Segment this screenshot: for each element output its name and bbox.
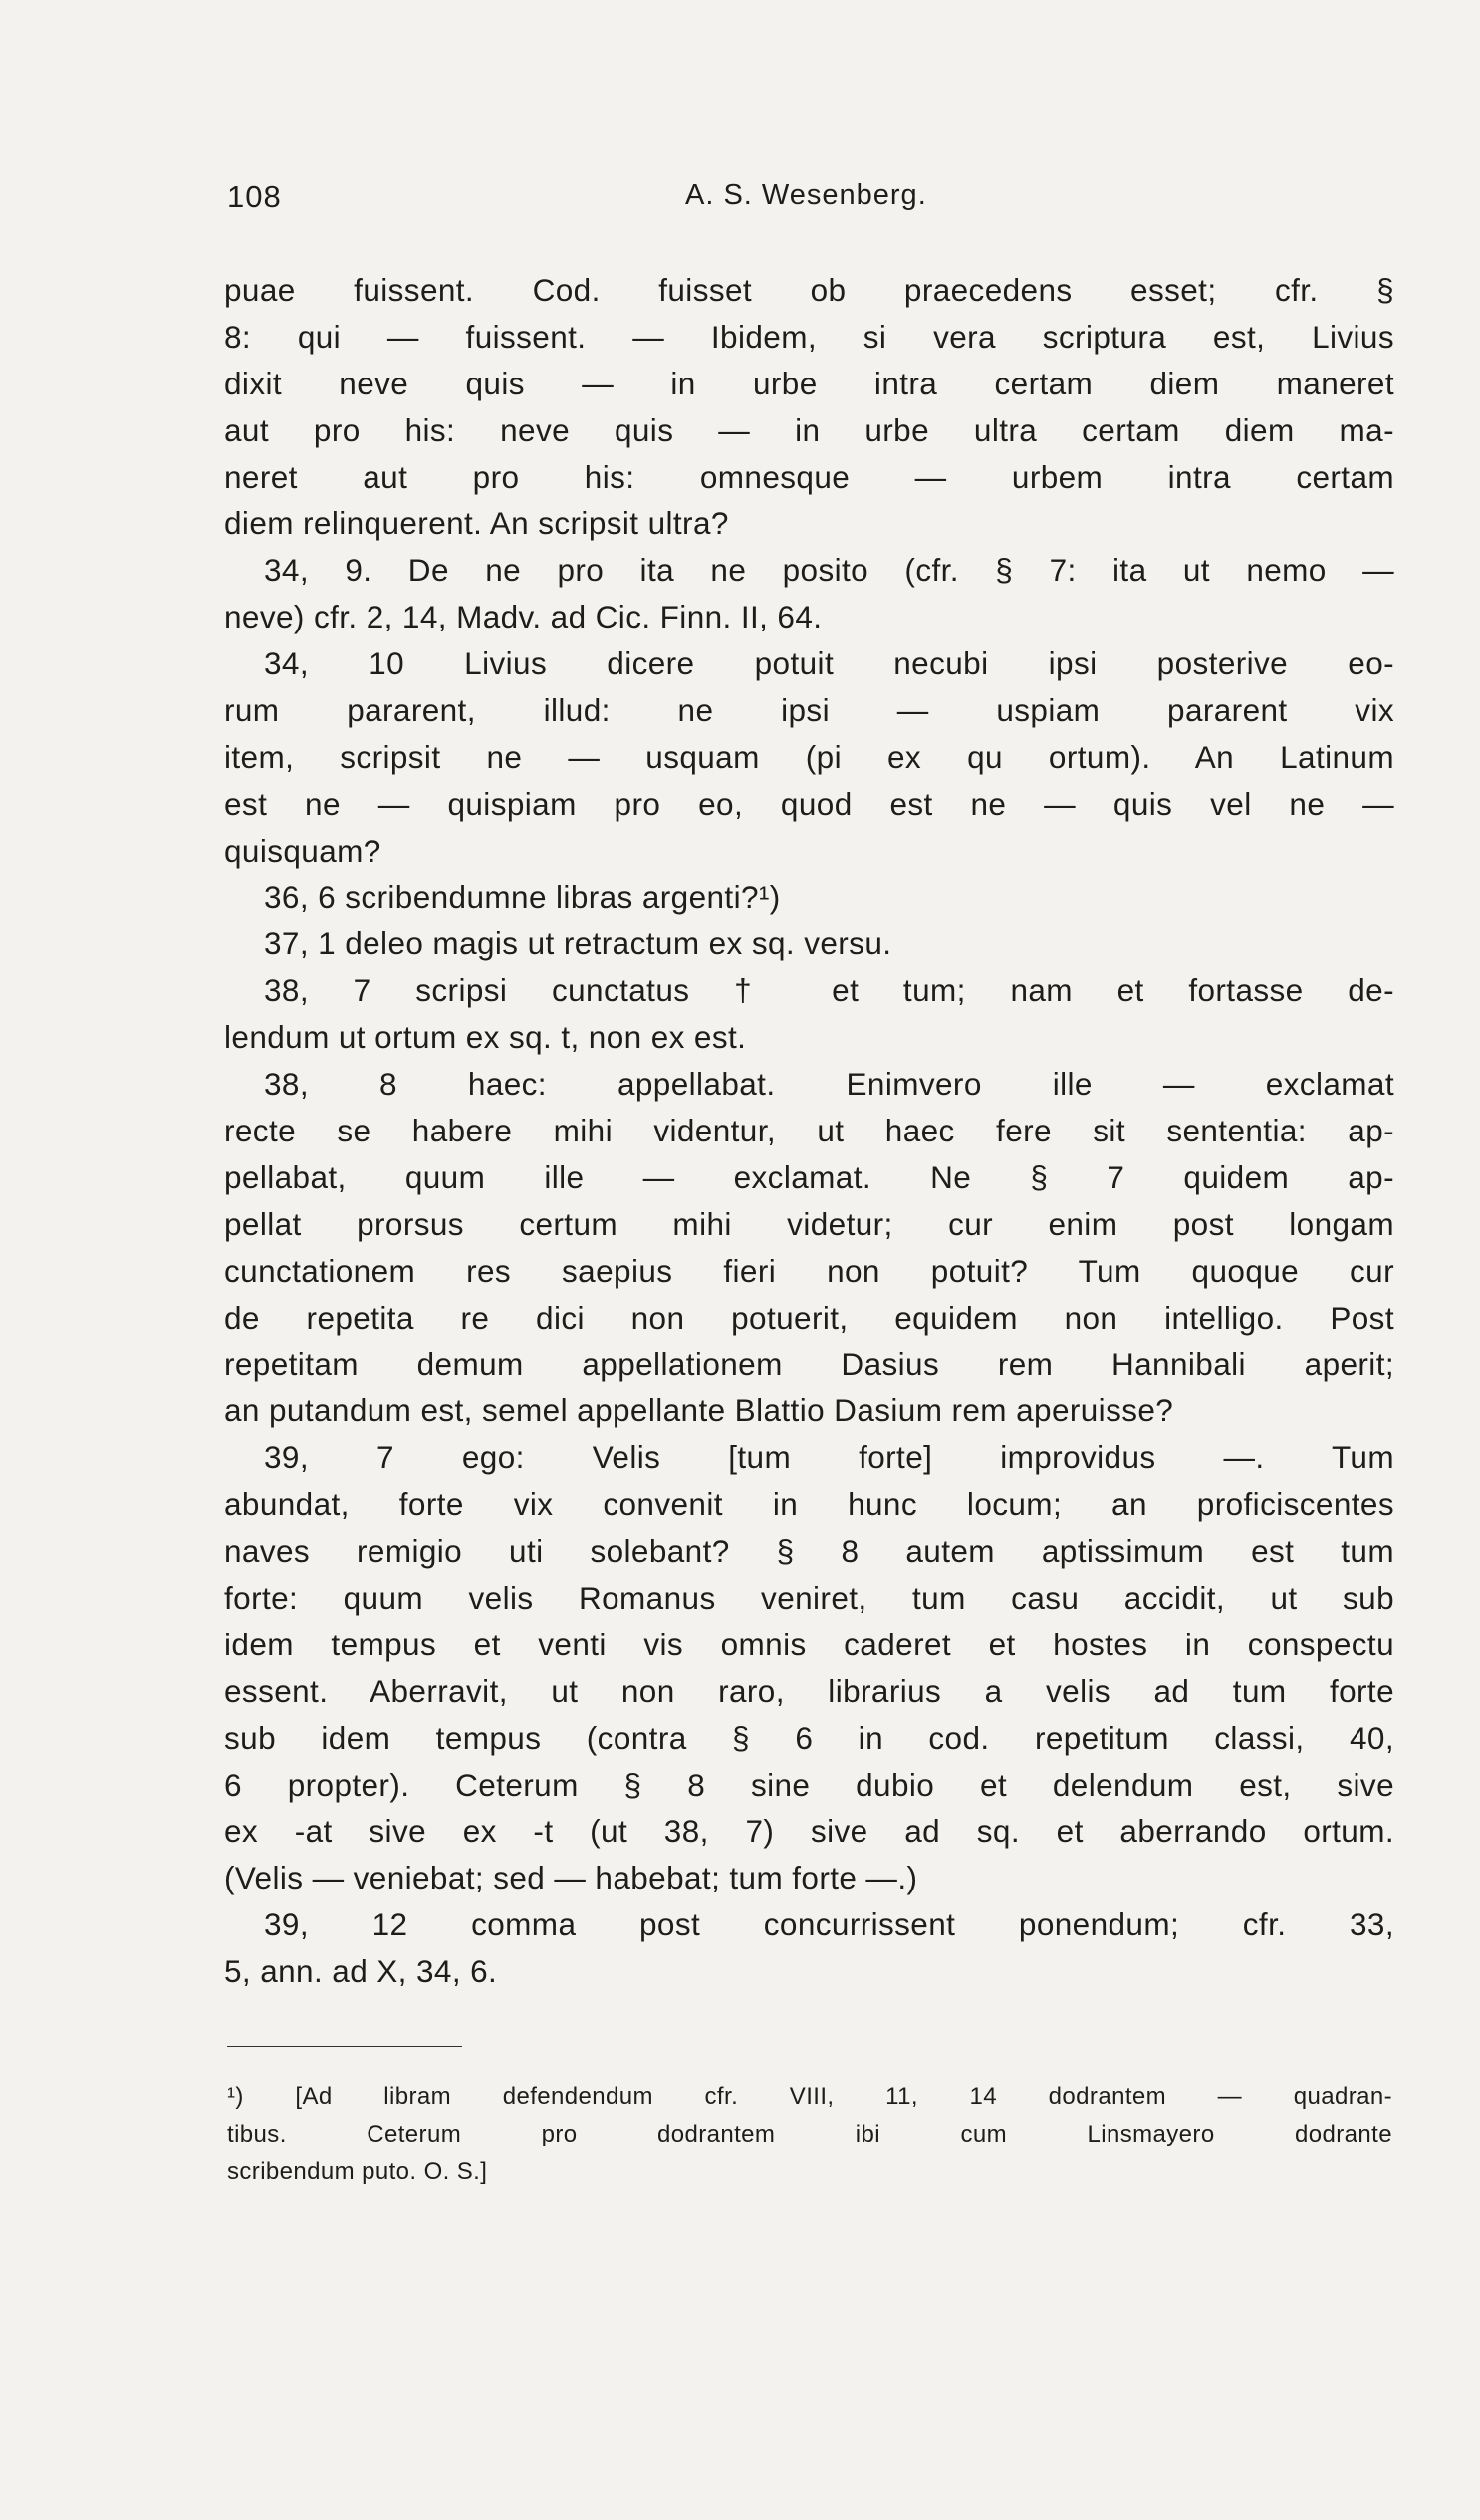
text-line (224, 1295, 1394, 1342)
text-line-content: repetitam demum appellationem Dasius rem Hannibali aperit; (224, 1346, 1394, 1383)
text-line (224, 828, 1394, 875)
text-line (224, 1715, 1394, 1762)
text-line (224, 500, 1394, 547)
text-line-content: recte se habere mihi videntur, ut haec fere sit sententia: ap- (224, 1113, 1394, 1149)
text-line (224, 361, 1394, 407)
running-head: A. S. Wesenberg. (685, 179, 927, 211)
text-line-content: pellabat, quum ille — exclamat. Ne § 7 quidem ap- (224, 1158, 1394, 1195)
text-line-content: neret aut pro his: omnesque — urbem intra certam (224, 458, 1394, 495)
text-line (224, 687, 1394, 734)
text-line (224, 640, 1394, 687)
text-line (224, 1668, 1394, 1715)
text-line-content: essent. Aberravit, ut non raro, librarius a velis ad tum forte (224, 1672, 1394, 1709)
text-line-content: naves remigio uti solebant? § 8 autem aptissimum est tum (224, 1533, 1394, 1570)
text-line (224, 1901, 1394, 1948)
page-header (227, 179, 1392, 229)
text-line (224, 594, 1394, 640)
text-line-content: dixit neve quis — in urbe intra certam diem maneret (224, 365, 1394, 401)
text-line-content: puae fuissent. Cod. fuisset ob praecedens esset; cfr. § (224, 272, 1394, 308)
footnote (227, 2078, 1392, 2191)
text-line-content: 39, 12 comma post concurrissent ponendum; cfr. 33, (264, 1906, 1394, 1943)
text-line (224, 1154, 1394, 1201)
text-line-content: 34, 9. De ne pro ita ne posito (cfr. § 7: ita ut nemo — (264, 552, 1394, 589)
text-line (224, 547, 1394, 594)
text-line-content: quisquam? (224, 832, 381, 869)
text-line (227, 2078, 1392, 2116)
text-line-content: forte: quum velis Romanus veniret, tum casu accidit, ut sub (224, 1579, 1394, 1616)
text-line (224, 1622, 1394, 1668)
text-line (224, 734, 1394, 781)
text-line-content: 8: qui — fuissent. — Ibidem, si vera scriptura est, Livius (224, 318, 1394, 355)
text-line-content: pellat prorsus certum mihi videtur; cur enim post longam (224, 1205, 1394, 1242)
text-line-content: diem relinquerent. An scripsit ultra? (224, 505, 729, 542)
text-line-content: sub idem tempus (contra § 6 in cod. repetitum classi, 40, (224, 1719, 1394, 1756)
page-number: 108 (227, 179, 282, 214)
text-line (224, 267, 1394, 314)
text-line (224, 781, 1394, 828)
text-line (224, 1762, 1394, 1809)
text-line (224, 1341, 1394, 1387)
text-line-content: abundat, forte vix convenit in hunc locum; an proficiscentes (224, 1486, 1394, 1523)
text-line (227, 2153, 1392, 2191)
text-line (224, 875, 1394, 921)
text-line-content: ex -at sive ex -t (ut 38, 7) sive ad sq. et aberrando ortum. (224, 1813, 1394, 1850)
text-line (227, 2116, 1392, 2153)
text-line (224, 1948, 1394, 1995)
text-line (224, 920, 1394, 967)
text-line (224, 1061, 1394, 1108)
text-line (224, 1575, 1394, 1622)
text-line-content: an putandum est, semel appellante Blattio Dasium rem aperuisse? (224, 1392, 1174, 1429)
text-line-content: ¹) [Ad libram defendendum cfr. VIII, 11, 14 dodrantem — quadran- (227, 2083, 1392, 2110)
text-line-content: 34, 10 Livius dicere potuit necubi ipsi posterive eo- (264, 645, 1394, 682)
text-line-content: aut pro his: neve quis — in urbe ultra certam diem ma- (224, 411, 1394, 448)
text-line-content: item, scripsit ne — usquam (pi ex qu ortum). An Latinum (224, 738, 1394, 775)
body-text (224, 267, 1394, 1995)
text-line-content: scribendum puto. O. S.] (227, 2158, 488, 2185)
text-line-content: cunctationem res saepius fieri non potuit? Tum quoque cur (224, 1252, 1394, 1289)
text-line (224, 1201, 1394, 1248)
text-line-content: est ne — quispiam pro eo, quod est ne — quis vel ne — (224, 785, 1394, 822)
text-line (224, 967, 1394, 1014)
text-line-content: lendum ut ortum ex sq. t, non ex est. (224, 1019, 747, 1056)
text-line (224, 1248, 1394, 1295)
text-line (224, 1808, 1394, 1855)
text-line (224, 1481, 1394, 1528)
text-line-content: 37, 1 deleo magis ut retractum ex sq. versu. (264, 925, 892, 962)
text-line (224, 314, 1394, 361)
text-line-content: neve) cfr. 2, 14, Madv. ad Cic. Finn. II, 64. (224, 599, 823, 635)
text-line-content: 5, ann. ad X, 34, 6. (224, 1953, 498, 1990)
text-line-content: de repetita re dici non potuerit, equidem non intelligo. Post (224, 1299, 1394, 1336)
text-line (224, 1855, 1394, 1901)
text-line-content: 36, 6 scribendumne libras argenti?¹) (264, 879, 781, 915)
text-line-content: (Velis — veniebat; sed — habebat; tum forte —.) (224, 1860, 918, 1896)
text-line (224, 1014, 1394, 1061)
text-line-content: 38, 8 haec: appellabat. Enimvero ille — exclamat (264, 1066, 1394, 1103)
text-line-content: 38, 7 scripsi cunctatus † et tum; nam et fortasse de- (264, 972, 1394, 1009)
text-line (224, 454, 1394, 501)
text-line-content: rum pararent, illud: ne ipsi — uspiam pararent vix (224, 692, 1394, 729)
text-line-content: 6 propter). Ceterum § 8 sine dubio et delendum est, sive (224, 1766, 1394, 1803)
text-line (224, 1434, 1394, 1481)
text-line (224, 1528, 1394, 1575)
text-line-content: idem tempus et venti vis omnis caderet et hostes in conspectu (224, 1626, 1394, 1662)
text-line (224, 1108, 1394, 1154)
text-line (224, 1387, 1394, 1434)
text-line-content: tibus. Ceterum pro dodrantem ibi cum Linsmayero dodrante (227, 2121, 1392, 2147)
text-line-content: 39, 7 ego: Velis [tum forte] improvidus —. Tum (264, 1439, 1394, 1476)
text-line (224, 407, 1394, 454)
footnote-divider (227, 2046, 462, 2047)
